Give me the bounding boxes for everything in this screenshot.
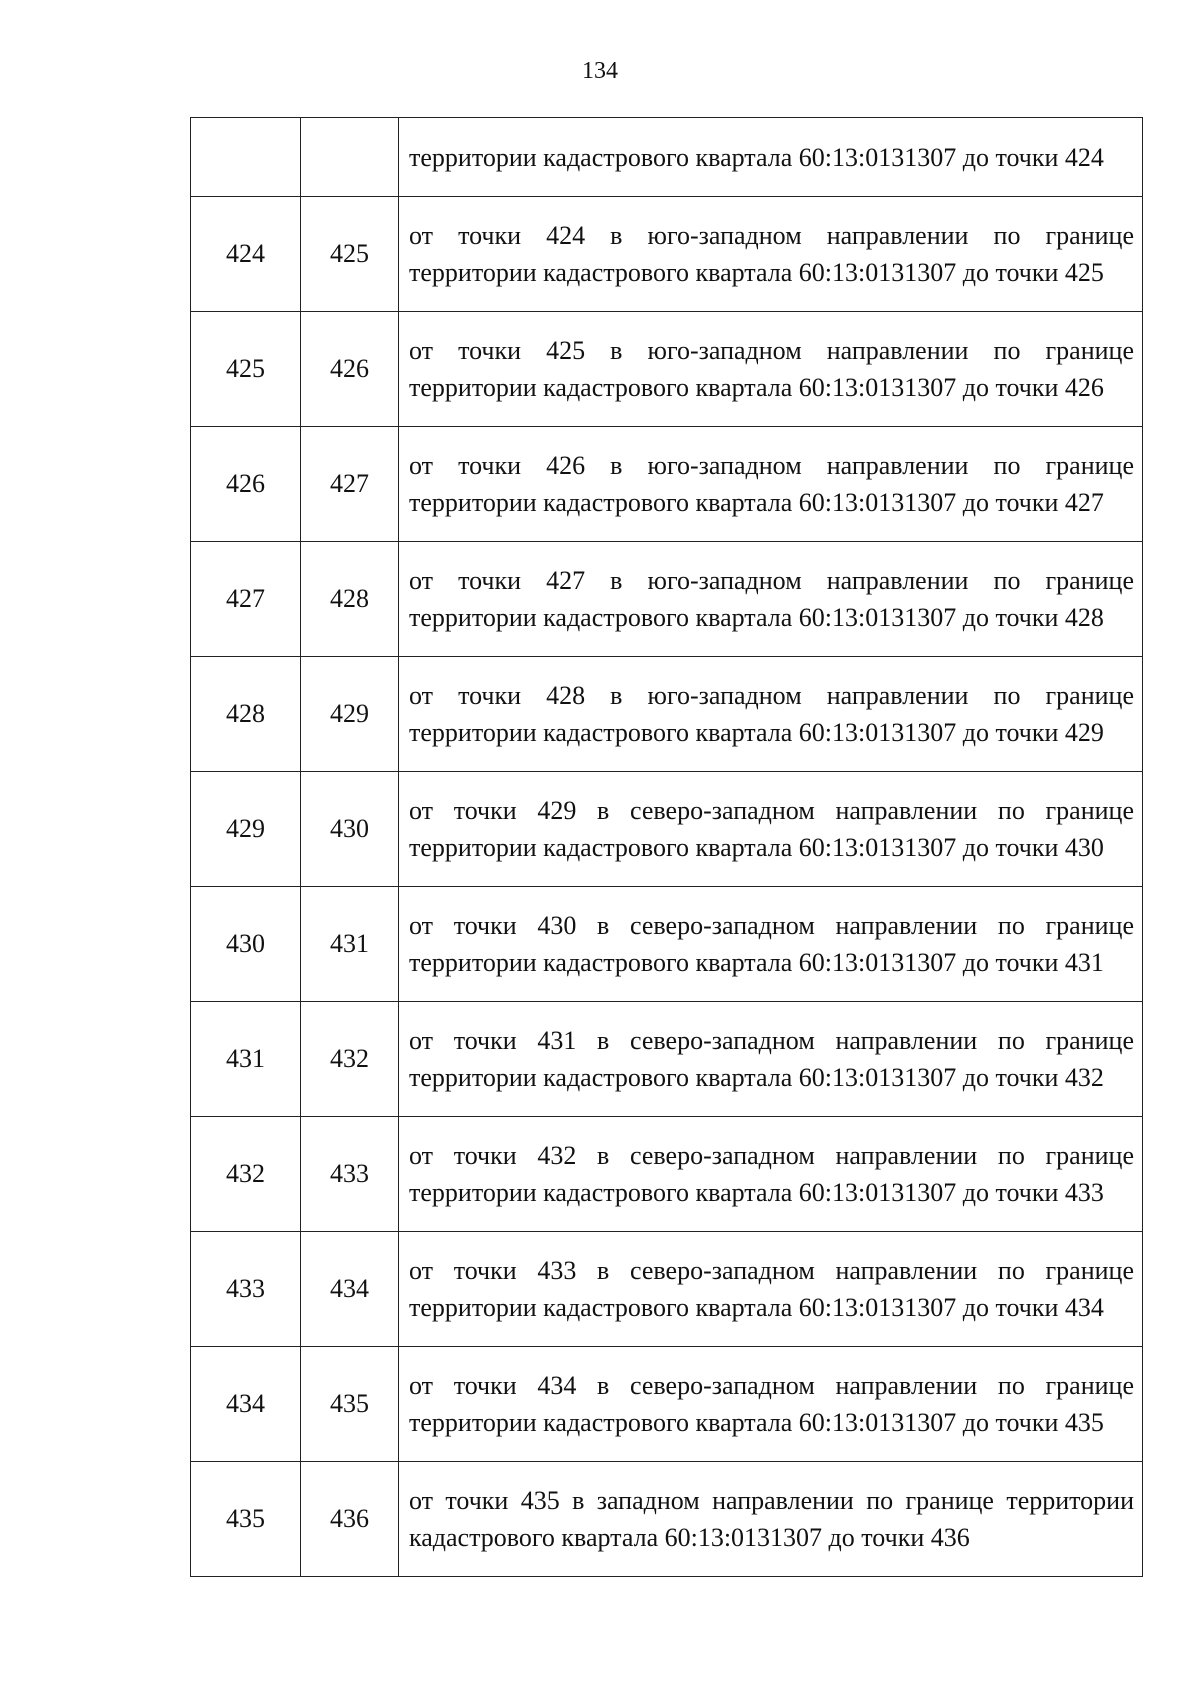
table-row bbox=[191, 1232, 1143, 1347]
table-row bbox=[191, 312, 1143, 427]
from-point-cell: 427 bbox=[191, 542, 301, 657]
table-row bbox=[191, 1347, 1143, 1462]
table-row bbox=[191, 887, 1143, 1002]
description-cell: от точки 426 в юго-западном направлении по границе территории кадастрового квартала 60:13:0131307 до точки 427 bbox=[399, 427, 1143, 542]
table-row bbox=[191, 427, 1143, 542]
to-point-cell: 429 bbox=[301, 657, 399, 772]
description-cell: территории кадастрового квартала 60:13:0131307 до точки 424 bbox=[399, 118, 1143, 197]
description-cell: от точки 435 в западном направлении по границе территории кадастрового квартала 60:13:0131307 до точки 436 bbox=[399, 1462, 1143, 1577]
table-row bbox=[191, 657, 1143, 772]
to-point-cell: 426 bbox=[301, 312, 399, 427]
table-row bbox=[191, 772, 1143, 887]
description-cell: от точки 433 в северо-западном направлении по границе территории кадастрового квартала 60:13:0131307 до точки 434 bbox=[399, 1232, 1143, 1347]
from-point-cell: 435 bbox=[191, 1462, 301, 1577]
from-point-cell: 434 bbox=[191, 1347, 301, 1462]
to-point-cell: 433 bbox=[301, 1117, 399, 1232]
description-cell: от точки 431 в северо-западном направлении по границе территории кадастрового квартала 60:13:0131307 до точки 432 bbox=[399, 1002, 1143, 1117]
from-point-cell: 425 bbox=[191, 312, 301, 427]
table-row bbox=[191, 197, 1143, 312]
to-point-cell: 434 bbox=[301, 1232, 399, 1347]
to-point-cell bbox=[301, 118, 399, 197]
description-cell: от точки 434 в северо-западном направлении по границе территории кадастрового квартала 60:13:0131307 до точки 435 bbox=[399, 1347, 1143, 1462]
to-point-cell: 430 bbox=[301, 772, 399, 887]
page-number: 134 bbox=[582, 58, 618, 84]
to-point-cell: 428 bbox=[301, 542, 399, 657]
to-point-cell: 432 bbox=[301, 1002, 399, 1117]
to-point-cell: 435 bbox=[301, 1347, 399, 1462]
description-cell: от точки 429 в северо-западном направлении по границе территории кадастрового квартала 60:13:0131307 до точки 430 bbox=[399, 772, 1143, 887]
table-row-continuation bbox=[191, 118, 1143, 197]
description-cell: от точки 428 в юго-западном направлении по границе территории кадастрового квартала 60:13:0131307 до точки 429 bbox=[399, 657, 1143, 772]
from-point-cell: 432 bbox=[191, 1117, 301, 1232]
from-point-cell: 429 bbox=[191, 772, 301, 887]
to-point-cell: 431 bbox=[301, 887, 399, 1002]
from-point-cell: 428 bbox=[191, 657, 301, 772]
from-point-cell bbox=[191, 118, 301, 197]
to-point-cell: 436 bbox=[301, 1462, 399, 1577]
to-point-cell: 427 bbox=[301, 427, 399, 542]
from-point-cell: 430 bbox=[191, 887, 301, 1002]
from-point-cell: 431 bbox=[191, 1002, 301, 1117]
description-cell: от точки 430 в северо-западном направлении по границе территории кадастрового квартала 60:13:0131307 до точки 431 bbox=[399, 887, 1143, 1002]
from-point-cell: 426 bbox=[191, 427, 301, 542]
boundary-table bbox=[190, 117, 1143, 1577]
table-row bbox=[191, 1462, 1143, 1577]
from-point-cell: 433 bbox=[191, 1232, 301, 1347]
description-cell: от точки 432 в северо-западном направлении по границе территории кадастрового квартала 60:13:0131307 до точки 433 bbox=[399, 1117, 1143, 1232]
description-cell: от точки 424 в юго-западном направлении по границе территории кадастрового квартала 60:13:0131307 до точки 425 bbox=[399, 197, 1143, 312]
description-cell: от точки 425 в юго-западном направлении по границе территории кадастрового квартала 60:13:0131307 до точки 426 bbox=[399, 312, 1143, 427]
table-row bbox=[191, 1002, 1143, 1117]
to-point-cell: 425 bbox=[301, 197, 399, 312]
table-row bbox=[191, 1117, 1143, 1232]
from-point-cell: 424 bbox=[191, 197, 301, 312]
table-row bbox=[191, 542, 1143, 657]
description-cell: от точки 427 в юго-западном направлении по границе территории кадастрового квартала 60:13:0131307 до точки 428 bbox=[399, 542, 1143, 657]
